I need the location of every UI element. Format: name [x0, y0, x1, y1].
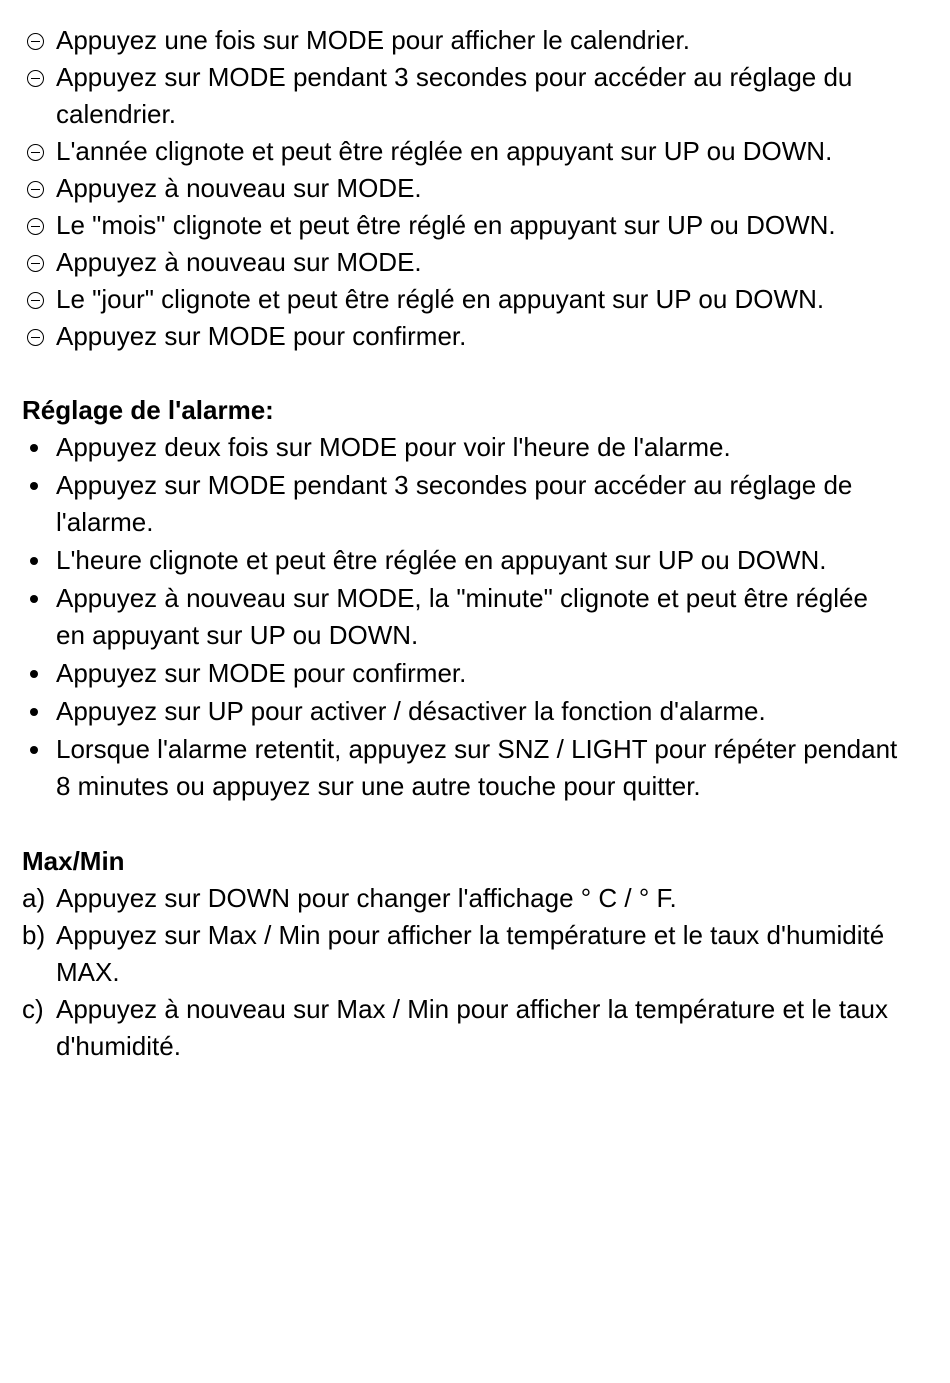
list-item [22, 467, 902, 541]
list-item [22, 580, 902, 654]
step-text: Le "jour" clignote et peut être réglé en appuyant sur UP ou DOWN. [56, 284, 825, 314]
list-item [22, 991, 902, 1065]
list-item [22, 880, 902, 917]
list-item [22, 59, 902, 133]
step-text: Appuyez sur MODE pendant 3 secondes pour accéder au réglage du calendrier. [56, 62, 853, 129]
maxmin-heading: Max/Min [22, 846, 125, 876]
step-text: L'heure clignote et peut être réglée en appuyant sur UP ou DOWN. [56, 545, 827, 575]
list-item [22, 917, 902, 991]
list-letter: a) [22, 883, 46, 913]
step-text: Appuyez à nouveau sur MODE. [56, 247, 422, 277]
list-item [22, 22, 902, 59]
step-text: Lorsque l'alarme retentit, appuyez sur SNZ / LIGHT pour répéter pendant 8 minutes ou appuyez sur une autre touche pour quitter. [56, 734, 898, 801]
step-text: L'année clignote et peut être réglée en appuyant sur UP ou DOWN. [56, 136, 833, 166]
step-text: Appuyez sur UP pour activer / désactiver la fonction d'alarme. [56, 696, 766, 726]
step-text: Appuyez à nouveau sur Max / Min pour afficher la température et le taux d'humidité. [56, 994, 888, 1061]
list-item [22, 693, 902, 730]
step-text: Appuyez à nouveau sur MODE. [56, 173, 422, 203]
list-item [22, 542, 902, 579]
step-text: Appuyez une fois sur MODE pour afficher le calendrier. [56, 25, 690, 55]
step-text: Appuyez sur DOWN pour changer l'affichage ° C / ° F. [56, 883, 677, 913]
maxmin-steps-list [22, 880, 902, 1065]
alarm-heading: Réglage de l'alarme: [22, 395, 274, 425]
instruction-page [22, 22, 902, 1065]
step-text: Appuyez sur MODE pour confirmer. [56, 321, 467, 351]
list-item [22, 207, 902, 244]
list-letter: c) [22, 994, 44, 1024]
list-item [22, 655, 902, 692]
list-letter: b) [22, 920, 46, 950]
step-text: Appuyez sur MODE pendant 3 secondes pour accéder au réglage de l'alarme. [56, 470, 853, 537]
calendar-steps-list [22, 22, 902, 355]
step-text: Appuyez sur Max / Min pour afficher la température et le taux d'humidité MAX. [56, 920, 885, 987]
section-spacer [22, 806, 902, 843]
list-item [22, 170, 902, 207]
list-item [22, 318, 902, 355]
step-text: Appuyez deux fois sur MODE pour voir l'heure de l'alarme. [56, 432, 731, 462]
list-item [22, 731, 902, 805]
list-item [22, 281, 902, 318]
step-text: Le "mois" clignote et peut être réglé en appuyant sur UP ou DOWN. [56, 210, 836, 240]
list-item [22, 133, 902, 170]
alarm-steps-list [22, 429, 902, 805]
step-text: Appuyez sur MODE pour confirmer. [56, 658, 467, 688]
list-item [22, 244, 902, 281]
list-item [22, 429, 902, 466]
step-text: Appuyez à nouveau sur MODE, la "minute" clignote et peut être réglée en appuyant sur UP ou DOWN. [56, 583, 868, 650]
section-spacer [22, 355, 902, 392]
